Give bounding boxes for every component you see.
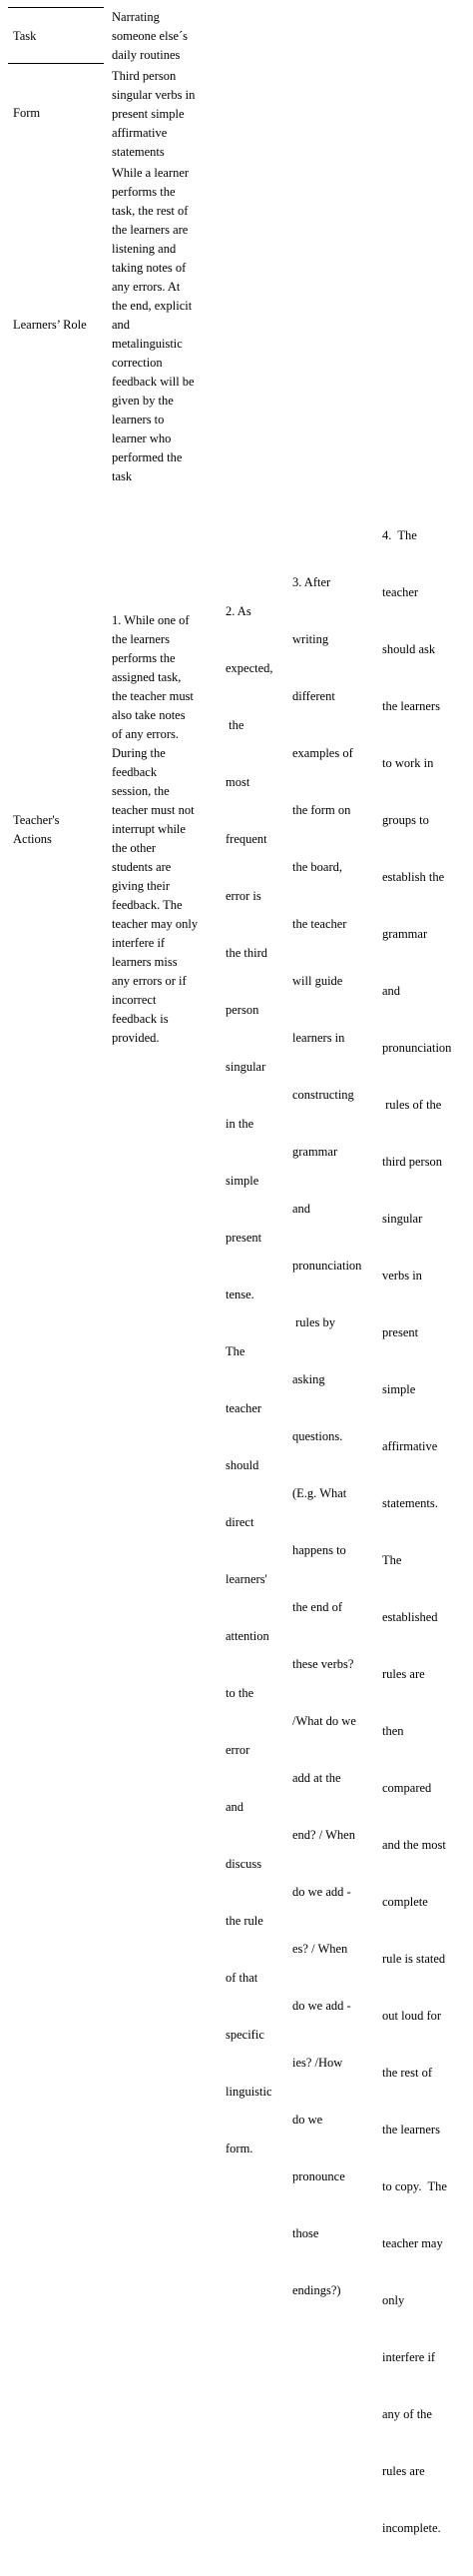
step-2-line: error is [226, 889, 261, 903]
step-2-line: most [226, 775, 250, 789]
step-1-line: of any errors. [112, 727, 179, 741]
step-4-line: compared [382, 1781, 432, 1795]
step-1-line: learners miss [112, 955, 178, 969]
learners-role-line: the learners are [112, 223, 189, 237]
teacher-step-1 [112, 611, 222, 1048]
step-4-line: rules of the [382, 1098, 442, 1112]
step-1-line: assigned task, [112, 670, 182, 684]
row-label-form [13, 104, 108, 123]
step-4-line: interfere if [382, 2350, 436, 2364]
step-4-line: and the most [382, 1838, 446, 1852]
step-2-line: person [226, 1003, 259, 1017]
step-3-line: the form on [292, 803, 351, 817]
step-4-line: rules are [382, 2464, 425, 2478]
task-label: Task [13, 29, 37, 43]
step-4-line: teacher [382, 585, 419, 599]
step-3-line: these verbs? [292, 1657, 354, 1671]
step-3-line: questions. [292, 1429, 343, 1443]
step-3-line: different [292, 689, 335, 703]
teacher-step-3 [292, 535, 380, 2338]
learners-role-description [112, 164, 222, 486]
step-1-line: any errors or if [112, 974, 187, 988]
step-4-line: to copy. The [382, 2179, 447, 2193]
step-3-line: ies? /How [292, 2056, 343, 2070]
step-2-line: singular [226, 1060, 266, 1074]
step-1-line: session, the [112, 784, 170, 798]
row-label-task [13, 27, 108, 46]
row-label-teachers-actions [13, 811, 108, 849]
step-2-line: the third [226, 946, 268, 960]
step-3-line: the board, [292, 860, 342, 874]
step-4-line: third person [382, 1155, 443, 1169]
form-line: Third person [112, 69, 177, 83]
step-2-line: The [226, 1344, 245, 1358]
step-2-line: frequent [226, 832, 267, 846]
teacher-step-2 [226, 564, 287, 2196]
form-label: Form [13, 106, 41, 120]
step-1-line: also take notes [112, 708, 186, 722]
step-1-line: performs the [112, 651, 176, 665]
step-4-line: then [382, 1724, 404, 1738]
step-1-line: 1. While one of [112, 613, 190, 627]
step-4-line: present [382, 1325, 419, 1339]
learners-role-line: feedback will be [112, 375, 195, 389]
teachers-actions-label-line: Teacher's [13, 813, 60, 827]
step-2-line: form. [226, 2142, 253, 2155]
task-description [112, 8, 222, 65]
step-1-line: interrupt while [112, 822, 186, 836]
learners-role-line: performs the [112, 185, 176, 199]
step-4-line: should ask [382, 642, 436, 656]
step-3-line: do we add - [292, 1999, 351, 2013]
step-4-line: incomplete. [382, 2521, 441, 2535]
step-1-line: feedback is [112, 1012, 169, 1026]
step-1-line: students are [112, 860, 172, 874]
step-2-line: attention [226, 1629, 269, 1643]
step-3-line: happens to [292, 1543, 346, 1557]
step-1-line: feedback. The [112, 898, 183, 912]
step-1-line: provided. [112, 1031, 160, 1045]
step-1-line: interfere if [112, 936, 166, 950]
learners-role-line: task, the rest of [112, 204, 189, 218]
step-2-line: to the [226, 1686, 254, 1700]
form-line: singular verbs in [112, 88, 196, 102]
step-3-line: /What do we [292, 1714, 356, 1728]
form-description [112, 67, 222, 162]
learners-role-line: any errors. At [112, 280, 181, 294]
step-4-line: only [382, 2293, 405, 2307]
step-3-line: do we [292, 2113, 323, 2127]
step-4-line: establish the [382, 870, 445, 884]
step-2-line: the rule [226, 1914, 263, 1928]
step-2-line: 2. As [226, 604, 251, 618]
step-4-line: groups to [382, 813, 429, 827]
step-1-line: the other [112, 841, 157, 855]
step-4-line: the learners [382, 2123, 440, 2137]
step-4-line: out loud for [382, 2009, 442, 2023]
form-line: statements [112, 145, 165, 159]
step-4-line: the rest of [382, 2066, 432, 2080]
step-4-line: grammar [382, 927, 428, 941]
step-4-line: rule is stated [382, 1952, 446, 1966]
step-3-line: 3. After [292, 575, 331, 589]
step-3-line: es? / When [292, 1942, 348, 1956]
learners-role-line: given by the [112, 394, 174, 408]
step-3-line: rules by [292, 1315, 336, 1329]
learners-role-line: taking notes of [112, 261, 187, 275]
step-1-line: During the [112, 746, 166, 760]
learners-role-line: While a learner [112, 166, 190, 180]
step-4-line: established [382, 1610, 438, 1624]
step-2-line: of that [226, 1971, 258, 1985]
step-3-line: (E.g. What [292, 1486, 347, 1500]
step-4-line: and [382, 984, 401, 998]
step-4-line: singular [382, 1212, 423, 1226]
table-top-rule [8, 7, 104, 8]
step-2-line: the [226, 718, 244, 732]
step-2-line: simple [226, 1174, 259, 1188]
learners-role-label: Learners’ Role [13, 318, 87, 332]
step-2-line: teacher [226, 1401, 262, 1415]
step-3-line: the teacher [292, 917, 347, 931]
step-3-line: and [292, 1202, 311, 1216]
step-1-line: giving their [112, 879, 170, 893]
step-3-line: pronounce [292, 2169, 345, 2183]
step-4-line: affirmative [382, 1439, 438, 1453]
step-4-line: the learners [382, 699, 440, 713]
step-3-line: will guide [292, 974, 343, 988]
step-4-line: The [382, 1553, 402, 1567]
task-line: Narrating [112, 10, 160, 24]
step-3-line: the end of [292, 1600, 342, 1614]
step-3-line: writing [292, 632, 329, 646]
learners-role-line: performed the [112, 450, 183, 464]
step-2-line: linguistic [226, 2085, 272, 2099]
step-2-line: should [226, 1458, 259, 1472]
step-4-line: teacher may [382, 2236, 443, 2250]
step-3-line: those [292, 2226, 319, 2240]
step-4-line: statements. [382, 1496, 438, 1510]
step-2-line: in the [226, 1117, 254, 1131]
step-4-line: pronunciation [382, 1041, 452, 1055]
step-4-line: any of the [382, 2407, 432, 2421]
step-2-line: learners' [226, 1572, 267, 1586]
step-1-line: the learners [112, 632, 170, 646]
step-3-line: endings?) [292, 2283, 341, 2297]
learners-role-line: correction [112, 356, 163, 370]
step-3-line: add at the [292, 1771, 341, 1785]
step-3-line: constructing [292, 1088, 354, 1102]
step-3-line: examples of [292, 746, 353, 760]
step-3-line: pronunciation [292, 1259, 362, 1273]
step-4-line: to work in [382, 756, 434, 770]
step-3-line: do we add - [292, 1885, 351, 1899]
row-label-learners-role [13, 316, 108, 335]
step-2-line: expected, [226, 661, 273, 675]
step-3-line: learners in [292, 1031, 345, 1045]
step-1-line: teacher may only [112, 917, 199, 931]
task-line: someone else´s [112, 29, 189, 43]
learners-role-line: learner who [112, 431, 172, 445]
step-1-line: feedback [112, 765, 158, 779]
learners-role-line: and [112, 318, 131, 332]
step-3-line: grammar [292, 1145, 338, 1159]
step-4-line: simple [382, 1382, 416, 1396]
step-2-line: direct [226, 1515, 254, 1529]
teachers-actions-label-line: Actions [13, 832, 52, 846]
step-1-line: teacher must not [112, 803, 195, 817]
step-3-line: end? / When [292, 1828, 355, 1842]
teacher-step-4 [382, 488, 471, 2576]
form-line: present simple [112, 107, 185, 121]
learners-role-line: task [112, 469, 133, 483]
step-4-line: 4. The [382, 528, 417, 542]
step-4-line: rules are [382, 1667, 425, 1681]
step-2-line: present [226, 1231, 262, 1245]
step-1-line: incorrect [112, 993, 157, 1007]
step-2-line: tense. [226, 1288, 254, 1301]
step-4-line: verbs in [382, 1269, 422, 1283]
step-4-line: complete [382, 1895, 428, 1909]
step-2-line: and [226, 1800, 244, 1814]
step-2-line: specific [226, 2028, 264, 2042]
learners-role-line: metalinguistic [112, 337, 183, 351]
learners-role-line: learners to [112, 413, 165, 427]
table-row-rule [8, 63, 104, 64]
form-line: affirmative [112, 126, 168, 140]
learners-role-line: the end, explicit [112, 299, 193, 313]
task-line: daily routines [112, 48, 181, 62]
step-2-line: error [226, 1743, 250, 1757]
step-3-line: asking [292, 1372, 325, 1386]
learners-role-line: listening and [112, 242, 177, 256]
step-2-line: discuss [226, 1857, 262, 1871]
step-1-line: the teacher must [112, 689, 194, 703]
